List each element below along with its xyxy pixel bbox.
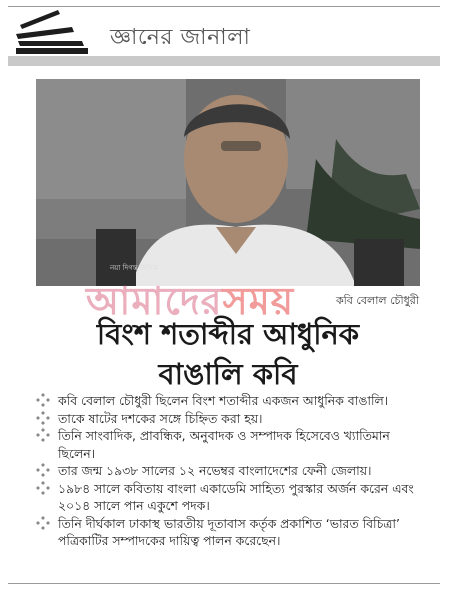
watermark-part2: সময়: [222, 278, 295, 323]
diamond-bullet-icon: [36, 428, 50, 442]
list-item: [30, 410, 430, 428]
fact-list: [30, 392, 430, 550]
fact-text: কবি বেলাল চৌধুরী ছিলেন বিংশ শতাব্দীর একজন আধুনিক বাঙালি।: [58, 393, 389, 408]
fact-text: তার জন্ম ১৯৩৮ সালের ১২ নভেম্বর বাংলাদেশের ফেনী জেলায়।: [58, 463, 372, 478]
header-rule: [8, 56, 440, 66]
diamond-bullet-icon: [36, 516, 50, 530]
list-item: [30, 480, 430, 515]
title-line-2: বাঙালি কবি: [158, 357, 298, 391]
fact-text: তিনি দীর্ঘকাল ঢাকাস্থ ভারতীয় দূতাবাস কর্তৃক প্রকাশিত ‘ভারত বিচিত্রা’ পত্রিকাটির সম্পাদকের দায়িত্ব পালন করেছেন।: [58, 515, 400, 548]
fact-text: তিনি সাংবাদিক, প্রাবন্ধিক, অনুবাদক ও সম্পাদক হিসেবেও খ্যাতিমান ছিলেন।: [58, 428, 390, 461]
fact-text: ১৯৮৪ সালে কবিতায় বাংলা একাডেমি সাহিত্য পুরস্কার অর্জন করেন এবং ২০১৪ সালে পান একুশে পদক।: [58, 480, 414, 513]
article-title: [36, 314, 420, 394]
list-item: [30, 515, 430, 550]
diamond-bullet-icon: [36, 411, 50, 425]
title-line-1: বিংশ শতাব্দীর আধুনিক: [96, 317, 360, 351]
diamond-bullet-icon: [36, 481, 50, 495]
photo-caption: কবি বেলাল চৌধুরী: [335, 294, 419, 307]
diamond-bullet-icon: [36, 393, 50, 407]
watermark-part1: আমাদের: [86, 278, 223, 323]
stacked-books-icon: [14, 10, 94, 56]
list-item: [30, 427, 430, 462]
photo-credit: নয়া দিগন্ত দৈনিক: [110, 264, 158, 272]
fact-text: তাকে ষাটের দশকের সঙ্গে চিহ্নিত করা হয়।: [58, 410, 263, 426]
list-item: [30, 392, 430, 410]
section-title: জ্ঞানের জানালা: [110, 25, 251, 50]
portrait-photo: [36, 79, 420, 286]
diamond-bullet-icon: [36, 463, 50, 477]
list-item: [30, 462, 430, 480]
